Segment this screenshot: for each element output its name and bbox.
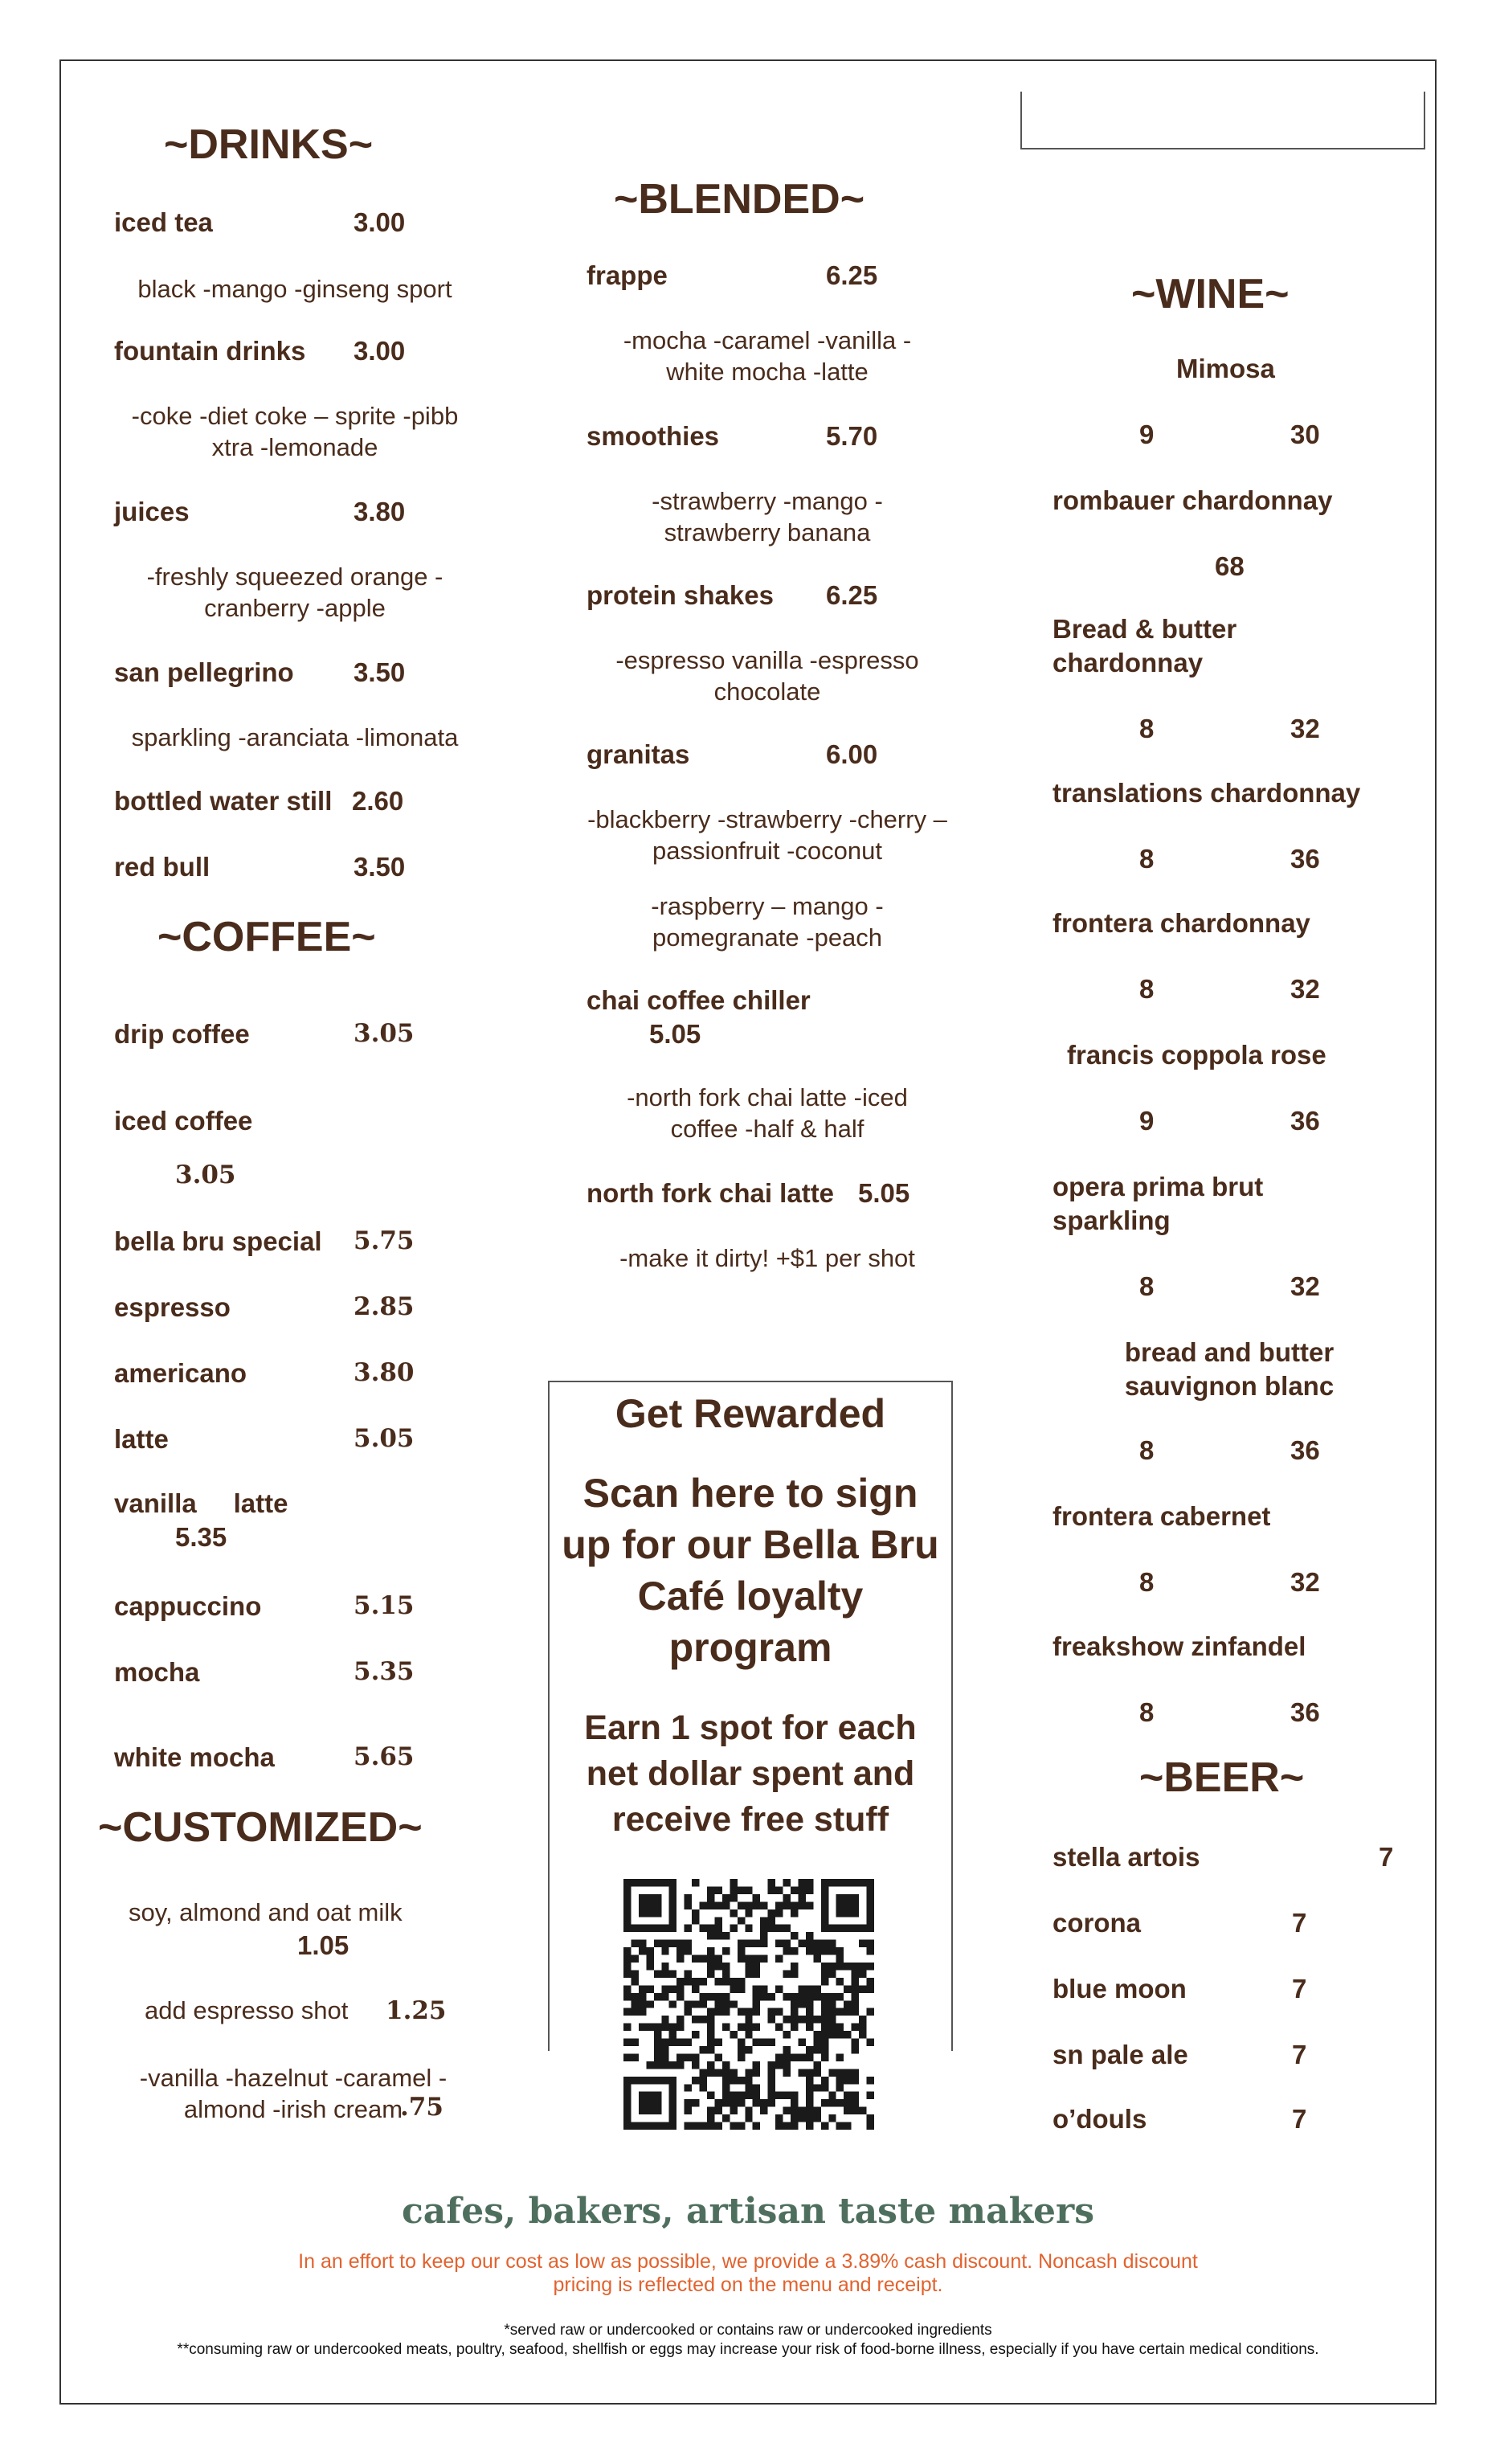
blended-price: 6.25 [826,260,878,290]
blended-desc: -blackberry -strawberry -cherry – passionfruit -coconut [587,805,947,865]
coffee-name: white mocha [114,1742,275,1772]
wine-bottle-price: 36 [1290,844,1320,874]
blended-name: chai coffee chiller [587,985,811,1015]
wine-glass-price: 9 [1139,420,1155,449]
coffee-price: 5.05 [354,1424,415,1453]
food-safety-warning: **consuming raw or undercooked meats, poultry, seafood, shellfish or eggs may increase your risk of food-borne illness, especially if you have certain medical conditions. [177,2341,1319,2358]
wine-name: rombauer chardonnay [1053,485,1333,515]
wine-name: translations chardonnay [1053,778,1361,808]
drink-desc: -freshly squeezed orange -cranberry -apple [146,563,443,622]
qr-code-icon[interactable] [623,1879,874,2130]
rewards-title: Get Rewarded [615,1391,886,1436]
coffee-price: 3.80 [354,1358,415,1387]
drink-price: 3.00 [354,207,406,237]
custom-price: 1.25 [386,1996,447,2025]
blended-heading: ~BLENDED~ [614,176,865,223]
customized-heading: ~CUSTOMIZED~ [98,1804,423,1851]
wine-glass-price: 8 [1139,1697,1155,1727]
wine-bottle-price: 32 [1290,1567,1320,1597]
blended-price: 6.00 [826,739,878,769]
drink-price: 3.80 [354,497,406,526]
wine-name: Bread & butter chardonnay [1053,614,1237,677]
wine-bottle-price: 32 [1290,1271,1320,1301]
coffee-price: 5.35 [175,1522,227,1552]
coffee-name: cappuccino [114,1591,262,1621]
wine-name: opera prima brut sparkling [1053,1172,1264,1235]
beer-name: sn pale ale [1053,2040,1188,2069]
blended-desc: -espresso vanilla -espresso chocolate [615,646,919,706]
drink-price: 3.50 [354,657,406,687]
blended-name: frappe [587,260,668,290]
wine-name: Mimosa [1176,354,1275,383]
drinks-heading: ~DRINKS~ [164,121,374,168]
blended-name: smoothies [587,421,720,451]
drink-name: red bull [114,852,211,882]
blended-desc: -make it dirty! +$1 per shot [619,1244,915,1272]
coffee-name: espresso [114,1292,231,1322]
wine-name: frontera cabernet [1053,1501,1271,1531]
drink-name: bottled water still [114,786,333,816]
coffee-price: 3.05 [354,1019,415,1048]
blended-desc: -mocha -caramel -vanilla -white mocha -latte [623,326,912,386]
coffee-name: drip coffee [114,1019,250,1049]
coffee-name: vanilla latte [114,1488,288,1518]
drink-name: iced tea [114,207,213,237]
cash-discount-notice: In an effort to keep our cost as low as possible, we provide a 3.89% cash discount. Noncash discount pricing is reflected on the menu and receipt. [298,2250,1198,2296]
custom-name: -vanilla -hazelnut -caramel -almond -irish cream [139,2064,448,2123]
wine-glass-price: 8 [1139,974,1155,1004]
wine-name: frontera chardonnay [1053,908,1310,938]
coffee-price: 5.35 [354,1657,415,1686]
beer-price: 7 [1292,1908,1307,1938]
raw-food-note: *served raw or undercooked or contains raw or undercooked ingredients [504,2322,992,2339]
coffee-price: 3.05 [175,1160,236,1189]
wine-bottle-price: 32 [1290,714,1320,743]
rewards-body: Scan here to sign up for our Bella Bru Café loyalty program [562,1471,939,1670]
coffee-name: bella bru special [114,1226,322,1256]
drink-desc: black -mango -ginseng sport [137,275,452,303]
logo-box [1020,92,1425,149]
wine-bottle-price: 32 [1290,974,1320,1004]
beer-name: stella artois [1053,1842,1200,1872]
tagline: cafes, bakers, artisan taste makers [401,2191,1095,2232]
coffee-price: 5.15 [354,1591,415,1620]
drink-desc: sparkling -aranciata -limonata [131,723,459,751]
wine-glass-price: 9 [1139,1106,1155,1136]
coffee-name: iced coffee [114,1106,253,1136]
blended-desc: -strawberry -mango -strawberry banana [652,487,883,546]
blended-name: granitas [587,739,690,769]
coffee-price: 5.75 [354,1226,415,1255]
coffee-name: latte [114,1424,169,1454]
drink-desc: -coke -diet coke – sprite -pibb xtra -lemonade [131,402,459,461]
rewards-earn: Earn 1 spot for each net dollar spent and receive free stuff [584,1709,917,1839]
drink-name: fountain drinks [114,336,306,366]
blended-name: north fork chai latte [587,1178,835,1208]
wine-name: bread and butter sauvignon blanc [1124,1337,1335,1401]
beer-name: corona [1053,1908,1142,1938]
drink-price: 2.60 [352,786,404,816]
wine-glass-price: 8 [1139,1567,1155,1597]
beer-heading: ~BEER~ [1139,1754,1305,1801]
beer-name: o’douls [1053,2104,1147,2134]
wine-bottle-price: 36 [1290,1106,1320,1136]
blended-desc: -north fork chai latte -iced coffee -half & half [627,1083,908,1143]
wine-name: freakshow zinfandel [1053,1631,1306,1661]
coffee-price: 2.85 [354,1292,415,1321]
beer-price: 7 [1292,2104,1307,2134]
wine-name: francis coppola rose [1067,1040,1326,1070]
custom-name: soy, almond and oat milk [129,1898,403,1926]
coffee-name: americano [114,1358,247,1388]
wine-glass-price: 8 [1139,714,1155,743]
wine-glass-price: 8 [1139,1271,1155,1301]
coffee-heading: ~COFFEE~ [157,914,376,960]
custom-price: 1.05 [297,1930,349,1960]
wine-bottle-price: 30 [1290,420,1320,449]
drink-price: 3.50 [354,852,406,882]
coffee-price: 5.65 [354,1742,415,1771]
drink-price: 3.00 [354,336,406,366]
drink-name: san pellegrino [114,657,294,687]
custom-price: .75 [400,2093,443,2122]
wine-heading: ~WINE~ [1131,271,1290,317]
beer-price: 7 [1292,2040,1307,2069]
wine-bottle-price: 36 [1290,1697,1320,1727]
beer-price: 7 [1379,1842,1394,1872]
wine-glass-price: 8 [1139,1435,1155,1465]
wine-bottle-price: 68 [1215,551,1245,581]
beer-name: blue moon [1053,1974,1187,2004]
blended-price: 5.05 [649,1019,701,1049]
blended-desc: -raspberry – mango -pomegranate -peach [651,892,884,952]
blended-price: 5.70 [826,421,878,451]
drink-name: juices [114,497,190,526]
custom-name: add espresso shot [145,1996,349,2024]
coffee-name: mocha [114,1657,200,1687]
wine-glass-price: 8 [1139,844,1155,874]
wine-bottle-price: 36 [1290,1435,1320,1465]
beer-price: 7 [1292,1974,1307,2004]
blended-price: 5.05 [858,1178,910,1208]
blended-price: 6.25 [826,580,878,610]
blended-name: protein shakes [587,580,774,610]
